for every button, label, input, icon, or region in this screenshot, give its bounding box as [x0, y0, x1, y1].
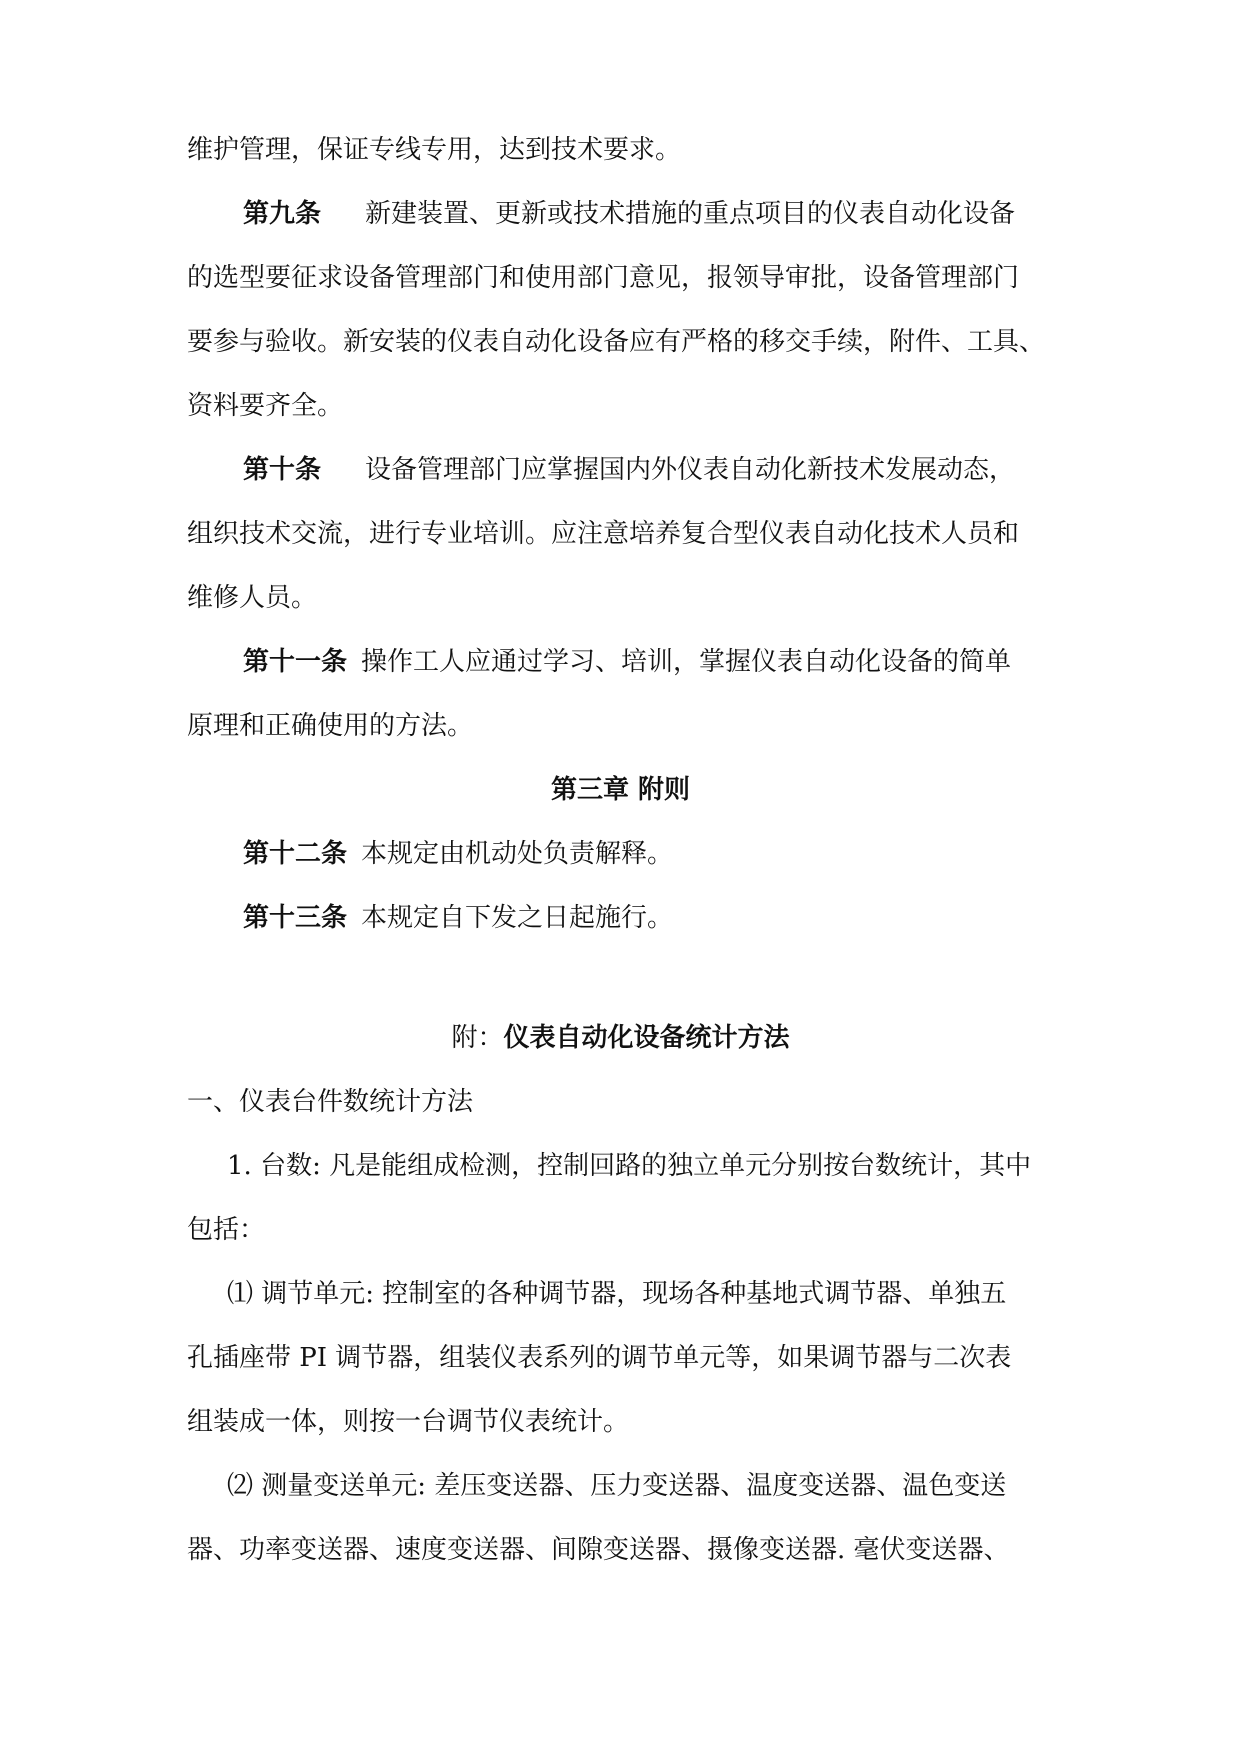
- article-9-label: 第九条: [243, 199, 322, 229]
- text-line: 器、功率变送器、速度变送器、间隙变送器、摄像变送器. 毫伏变送器、: [187, 1535, 1010, 1565]
- spacer: [187, 950, 1104, 1006]
- article-12-label: 第十二条: [243, 839, 348, 869]
- text-line: 孔插座带 PI 调节器，组装仪表系列的调节单元等，如果调节器与二次表: [187, 1343, 1012, 1373]
- text-line: 资料要齐全。: [187, 391, 344, 421]
- article-11-label: 第十一条: [243, 647, 348, 677]
- article-11-line-1: [187, 630, 1104, 694]
- article-10-label: 第十条: [243, 455, 322, 485]
- article-11-text: 操作工人应通过学习、培训，掌握仪表自动化设备的简单: [361, 647, 1012, 677]
- section-heading: 一、仪表台件数统计方法: [187, 1087, 474, 1117]
- appendix-title-text: 仪表自动化设备统计方法: [503, 1023, 790, 1053]
- article-13: [187, 886, 1104, 950]
- article-9-text: 新建装置、更新或技术措施的重点项目的仪表自动化设备: [365, 199, 1016, 229]
- appendix-prefix: 附：: [451, 1023, 504, 1053]
- text-line: 要参与验收。新安装的仪表自动化设备应有严格的移交手续，附件、工具、: [187, 327, 1046, 357]
- paragraph-3-line-1: ⑵ 测量变送单元: 差压变送器、压力变送器、温度变送器、温色变送: [227, 1471, 1007, 1501]
- text-line: 原理和正确使用的方法。: [187, 711, 474, 741]
- text-line: 组装成一体，则按一台调节仪表统计。: [187, 1407, 630, 1437]
- appendix-title: [137, 1006, 1104, 1070]
- article-12: [187, 822, 1104, 886]
- chapter-heading: 第三章 附则: [550, 775, 691, 805]
- article-10-line-1: [187, 438, 1104, 502]
- text-line: 组织技术交流，进行专业培训。应注意培养复合型仪表自动化技术人员和: [187, 519, 1020, 549]
- text-line: 包括：: [187, 1215, 266, 1245]
- article-9-line-1: [187, 182, 1104, 246]
- article-10-text: 设备管理部门应掌握国内外仪表自动化新技术发展动态，: [365, 455, 1016, 485]
- article-13-text: 本规定自下发之日起施行。: [361, 903, 674, 933]
- article-13-label: 第十三条: [243, 903, 348, 933]
- text-line: 维护管理，保证专线专用，达到技术要求。: [187, 135, 682, 165]
- text-line: 的选型要征求设备管理部门和使用部门意见，报领导审批，设备管理部门: [187, 263, 1020, 293]
- text-line: 维修人员。: [187, 583, 318, 613]
- paragraph-1-line-1: 1. 台数: 凡是能组成检测，控制回路的独立单元分别按台数统计，其中: [227, 1151, 1032, 1181]
- article-12-text: 本规定由机动处负责解释。: [361, 839, 674, 869]
- paragraph-2-line-1: ⑴ 调节单元: 控制室的各种调节器，现场各种基地式调节器、单独五: [227, 1279, 1007, 1309]
